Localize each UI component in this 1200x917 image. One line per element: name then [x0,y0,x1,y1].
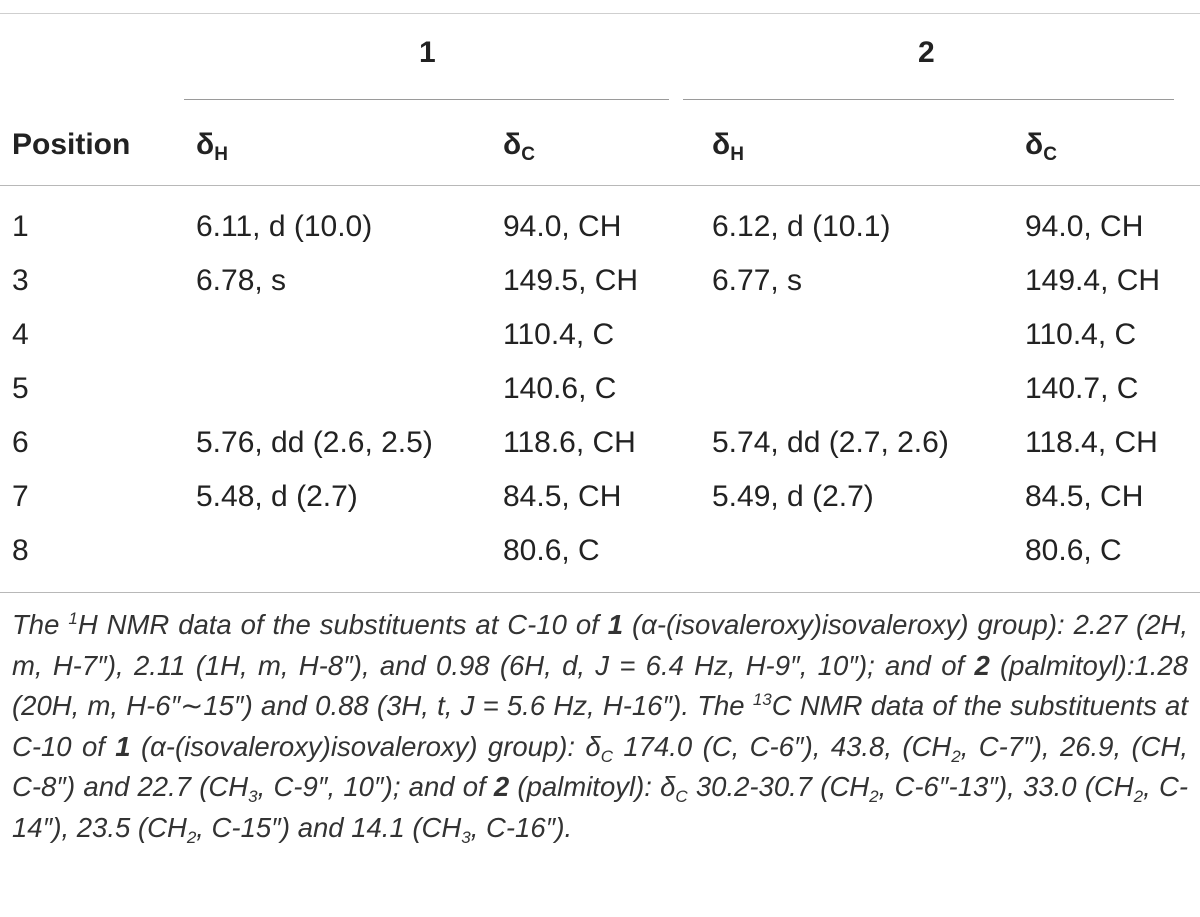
table-row [0,372,1200,426]
table-top-rule [0,13,1200,14]
cell-position: 8 [12,534,29,567]
table-row [0,210,1200,264]
cell-delta-c-2: 149.4, CH [1025,264,1161,297]
cell-delta-h-1: 6.11, d (10.0) [196,210,373,243]
cell-position: 7 [12,480,29,513]
cell-delta-c-2: 84.5, CH [1025,480,1144,513]
cell-delta-c-1: 84.5, CH [503,480,622,513]
table-footnote: The $^1$H NMR data of the substituents at C-10 of 1 (α-(isovaleroxy)isovaleroxy) group): 2.27 (2H, m, H-7″), 2.11 (1H, m, H-8″), and 0.98 (6H, d, J = 6.4 Hz, H-9″, 10″); and of 2 (palmitoyl):1.28 (20H, m, H-6″∼15″) and 0.88 (3H, t, J = 5.6 Hz, H-16″). The $^{13}$C NMR data of the substituents at C-10 of 1 (α-(isovaleroxy)isovaleroxy) group): $\delta_C$ 174.0 (C, C-6″), 43.8, ($CH_2$, C-7″), 26.9, (CH, C-8″) and 22.7 ($CH_3$, C-9″, 10″); and of 2 (palmitoyl): $\delta_C$ 30.2-30.7 ($CH_2$, C-6″-13″), 33.0 ($CH_2$, C-14″), 23.5 ($CH_2$, C-15″) and 14.1 ($CH_3$, C-16″). [12,609,1189,847]
cell-delta-h-1: 5.76, dd (2.6, 2.5) [196,426,433,459]
table-bottom-rule [0,592,1200,593]
cell-delta-c-1: 140.6, C [503,372,617,405]
cell-delta-h-2: 6.77, s [712,264,803,297]
header-rule [0,185,1200,186]
table-row [0,426,1200,480]
cell-delta-c-1: 80.6, C [503,534,600,567]
group-2-underline [683,99,1174,100]
cell-delta-c-2: 140.7, C [1025,372,1139,405]
group-label-compound-2: 2 [918,36,935,69]
cell-delta-c-2: 80.6, C [1025,534,1122,567]
cell-delta-h-1: 6.78, s [196,264,287,297]
group-label-compound-1: 1 [419,36,436,69]
cell-position: 5 [12,372,29,405]
header-position: Position [12,128,131,161]
cell-delta-h-1: 5.48, d (2.7) [196,480,358,513]
cell-delta-h-2: 6.12, d (10.1) [712,210,891,243]
cell-position: 3 [12,264,29,297]
cell-delta-c-2: 94.0, CH [1025,210,1144,243]
cell-delta-c-2: 110.4, C [1025,318,1137,351]
header-delta-c-1: $\delta_C$ [503,128,535,165]
table-row [0,264,1200,318]
cell-delta-c-1: 110.4, C [503,318,615,351]
cell-delta-h-2: 5.49, d (2.7) [712,480,874,513]
header-delta-c-2: $\delta_C$ [1025,128,1057,165]
cell-delta-c-1: 149.5, CH [503,264,639,297]
cell-position: 6 [12,426,29,459]
group-1-underline [184,99,669,100]
table-row [0,480,1200,534]
cell-delta-c-1: 118.6, CH [503,426,636,459]
table-row [0,534,1200,588]
header-delta-h-2: $\delta_H$ [712,128,744,165]
cell-delta-h-2: 5.74, dd (2.7, 2.6) [712,426,949,459]
cell-position: 1 [12,210,29,243]
cell-position: 4 [12,318,29,351]
cell-delta-c-2: 118.4, CH [1025,426,1158,459]
table-row [0,318,1200,372]
cell-delta-c-1: 94.0, CH [503,210,622,243]
header-delta-h-1: $\delta_H$ [196,128,228,165]
